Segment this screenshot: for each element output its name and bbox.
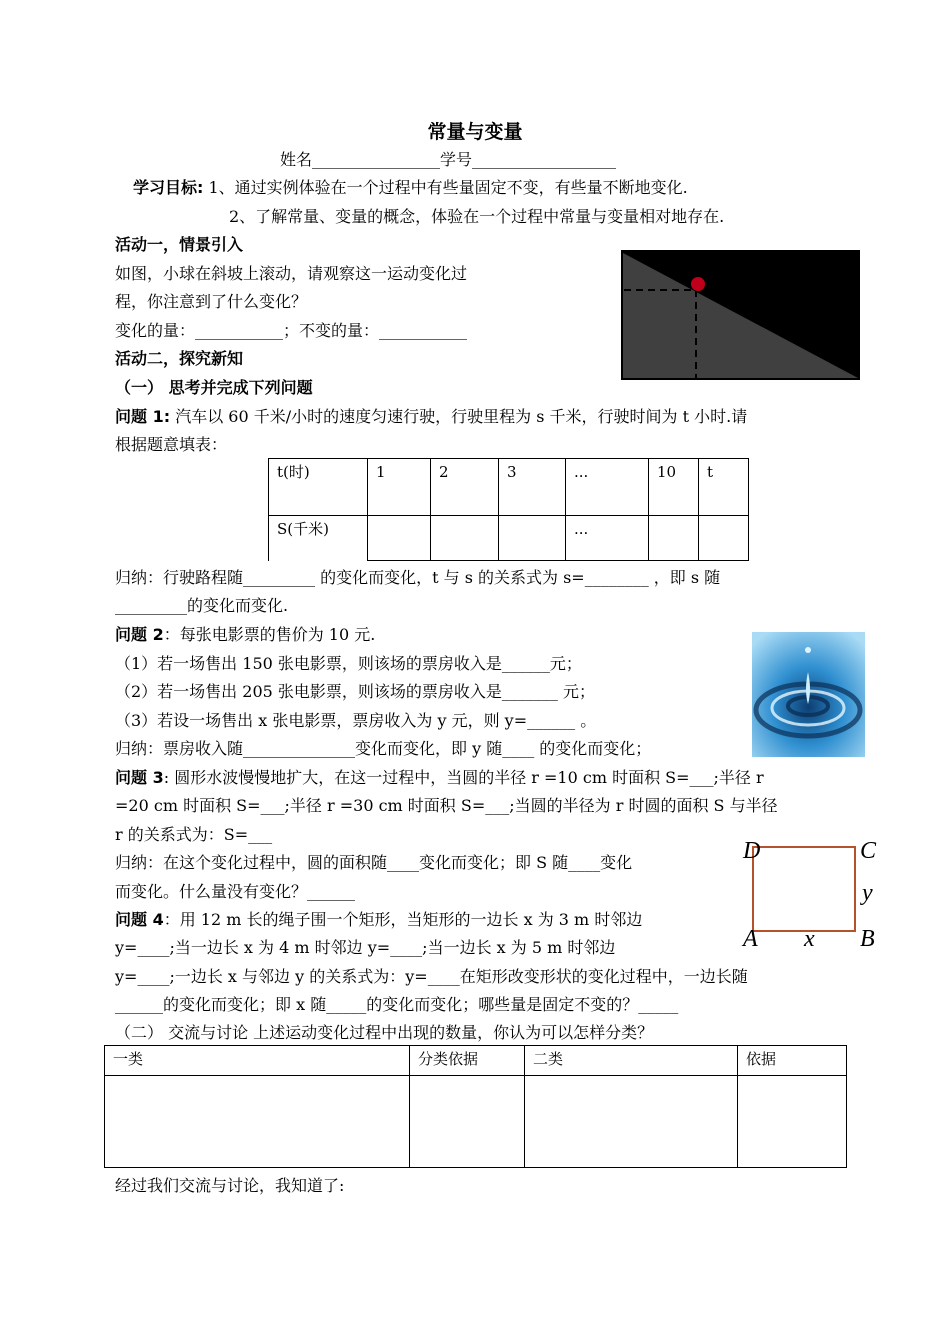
- table-cell: t: [699, 459, 749, 516]
- label-x: x: [804, 926, 815, 952]
- label-c: C: [860, 838, 877, 864]
- activity1-line2: 程，你注意到了什么变化？: [115, 292, 308, 311]
- goals-label: 学习目标:: [133, 178, 204, 197]
- q2-text: ：每张电影票的售价为 10 元.: [163, 625, 376, 644]
- table-cell: [410, 1076, 525, 1168]
- table-cell: [649, 516, 699, 561]
- q2-sub1: （1）若一场售出 150 张电影票，则该场的票房收入是______元；: [115, 654, 582, 673]
- q1-label: 问题 1:: [115, 407, 171, 426]
- page-title: 常量与变量: [427, 121, 523, 143]
- goal-1-text: 1、通过实例体验在一个过程中有些量固定不变，有些量不断地变化.: [203, 178, 688, 197]
- table-cell: t(时): [269, 459, 368, 516]
- q1-summary2: _________的变化而变化.: [115, 596, 289, 615]
- table-cell: ...: [566, 516, 649, 561]
- table-cell: [525, 1076, 738, 1168]
- table-cell: [499, 516, 566, 561]
- q4-text1: ：用 12 m 长的绳子围一个矩形，当矩形的一边长 x 为 3 m 时邻边: [163, 910, 643, 929]
- table-cell: [368, 516, 431, 561]
- q2-label: 问题 2: [115, 625, 164, 644]
- table-row: [105, 1076, 847, 1168]
- table-cell: 10: [649, 459, 699, 516]
- goal-1: [133, 176, 688, 200]
- q3-summary2: 而变化。什么量没有变化？______: [115, 882, 356, 901]
- name-student-id-line: 姓名________________学号__________________: [280, 150, 617, 169]
- water-drop-image: [752, 632, 865, 757]
- discussion-heading: （二） 交流与讨论 上述运动变化过程中出现的数量，你认为可以怎样分类？: [115, 1023, 654, 1042]
- table-cell: [431, 516, 499, 561]
- header-basis2: 依据: [738, 1046, 847, 1076]
- table-cell: 2: [431, 459, 499, 516]
- q4-line3: y=____;一边长 x 与邻边 y 的关系式为：y=____在矩形改变形状的变化过程中，一边长随: [115, 967, 748, 986]
- label-d: D: [743, 838, 761, 864]
- table-cell: 3: [499, 459, 566, 516]
- table-cell: S(千米): [269, 516, 368, 561]
- table-cell: 1: [368, 459, 431, 516]
- table-cell: ...: [566, 459, 649, 516]
- q2-sub2: （2）若一场售出 205 张电影票，则该场的票房收入是_______ 元；: [115, 682, 595, 701]
- label-b: B: [860, 926, 875, 952]
- classification-table: [104, 1045, 847, 1168]
- q2-line: [115, 623, 375, 647]
- water-droplet: [805, 647, 811, 653]
- q1-line1: [115, 405, 747, 429]
- table-row: [105, 1046, 847, 1076]
- header-class1: 一类: [105, 1046, 410, 1076]
- slope-figure: [621, 250, 861, 381]
- activity1-heading: 活动一，情景引入: [115, 235, 244, 254]
- q4-line2: y=____;当一边长 x 为 4 m 时邻边 y=____;当一边长 x 为 5 m 时邻边: [115, 938, 616, 957]
- rectangle-figure: [752, 846, 856, 932]
- header-basis1: 分类依据: [410, 1046, 525, 1076]
- table-cell: [699, 516, 749, 561]
- q3-line1: [115, 766, 764, 790]
- q3-label: 问题 3: [115, 768, 164, 787]
- q3-line3: r 的关系式为：S=___: [115, 825, 273, 844]
- table-cell: [738, 1076, 847, 1168]
- label-a: A: [743, 926, 758, 952]
- ball: [691, 277, 705, 291]
- q1-table-row-s: [269, 516, 749, 561]
- q3-text1: : 圆形水波慢慢地扩大，在这一过程中，当圆的半径 r =10 cm 时面积 S=___;半径 r: [163, 768, 764, 787]
- q4-label: 问题 4: [115, 910, 164, 929]
- q1-table-row-t: [269, 459, 749, 516]
- activity1-line3: 变化的量：___________；不变的量：___________: [115, 321, 468, 340]
- closing-line: 经过我们交流与讨论，我知道了:: [115, 1176, 345, 1195]
- header-class2: 二类: [525, 1046, 738, 1076]
- q1-line2: 根据题意填表：: [115, 435, 228, 454]
- label-y: y: [862, 880, 873, 906]
- activity2-sub1: （一） 思考并完成下列问题: [115, 378, 313, 397]
- q4-line4: ______的变化而变化；即 x 随_____的变化而变化；哪些量是固定不变的？_____: [115, 995, 679, 1014]
- q4-line1: [115, 908, 642, 932]
- q1-text1: 汽车以 60 千米/小时的速度匀速行驶，行驶里程为 s 千米，行驶时间为 t 小时.请: [170, 407, 748, 426]
- q1-summary1: 归纳：行驶路程随_________ 的变化而变化，t 与 s 的关系式为 s=________ ，即 s 随: [115, 568, 721, 587]
- activity2-heading: 活动二，探究新知: [115, 349, 244, 368]
- q1-table: [268, 458, 749, 561]
- table-cell: [105, 1076, 410, 1168]
- q2-summary: 归纳：票房收入随______________变化而变化，即 y 随____ 的变化而变化；: [115, 739, 652, 758]
- activity1-line1: 如图，小球在斜坡上滚动，请观察这一运动变化过: [115, 264, 468, 283]
- q2-sub3: （3）若设一场售出 x 张电影票，票房收入为 y 元，则 y=______ 。: [115, 711, 597, 730]
- q3-summary1: 归纳：在这个变化过程中，圆的面积随____变化而变化；即 S 随____变化: [115, 853, 633, 872]
- goal-2: 2、了解常量、变量的概念，体验在一个过程中常量与变量相对地存在.: [229, 207, 725, 226]
- q3-line2: =20 cm 时面积 S=___;半径 r =30 cm 时面积 S=___;当圆的半径为 r 时圆的面积 S 与半径: [115, 796, 778, 815]
